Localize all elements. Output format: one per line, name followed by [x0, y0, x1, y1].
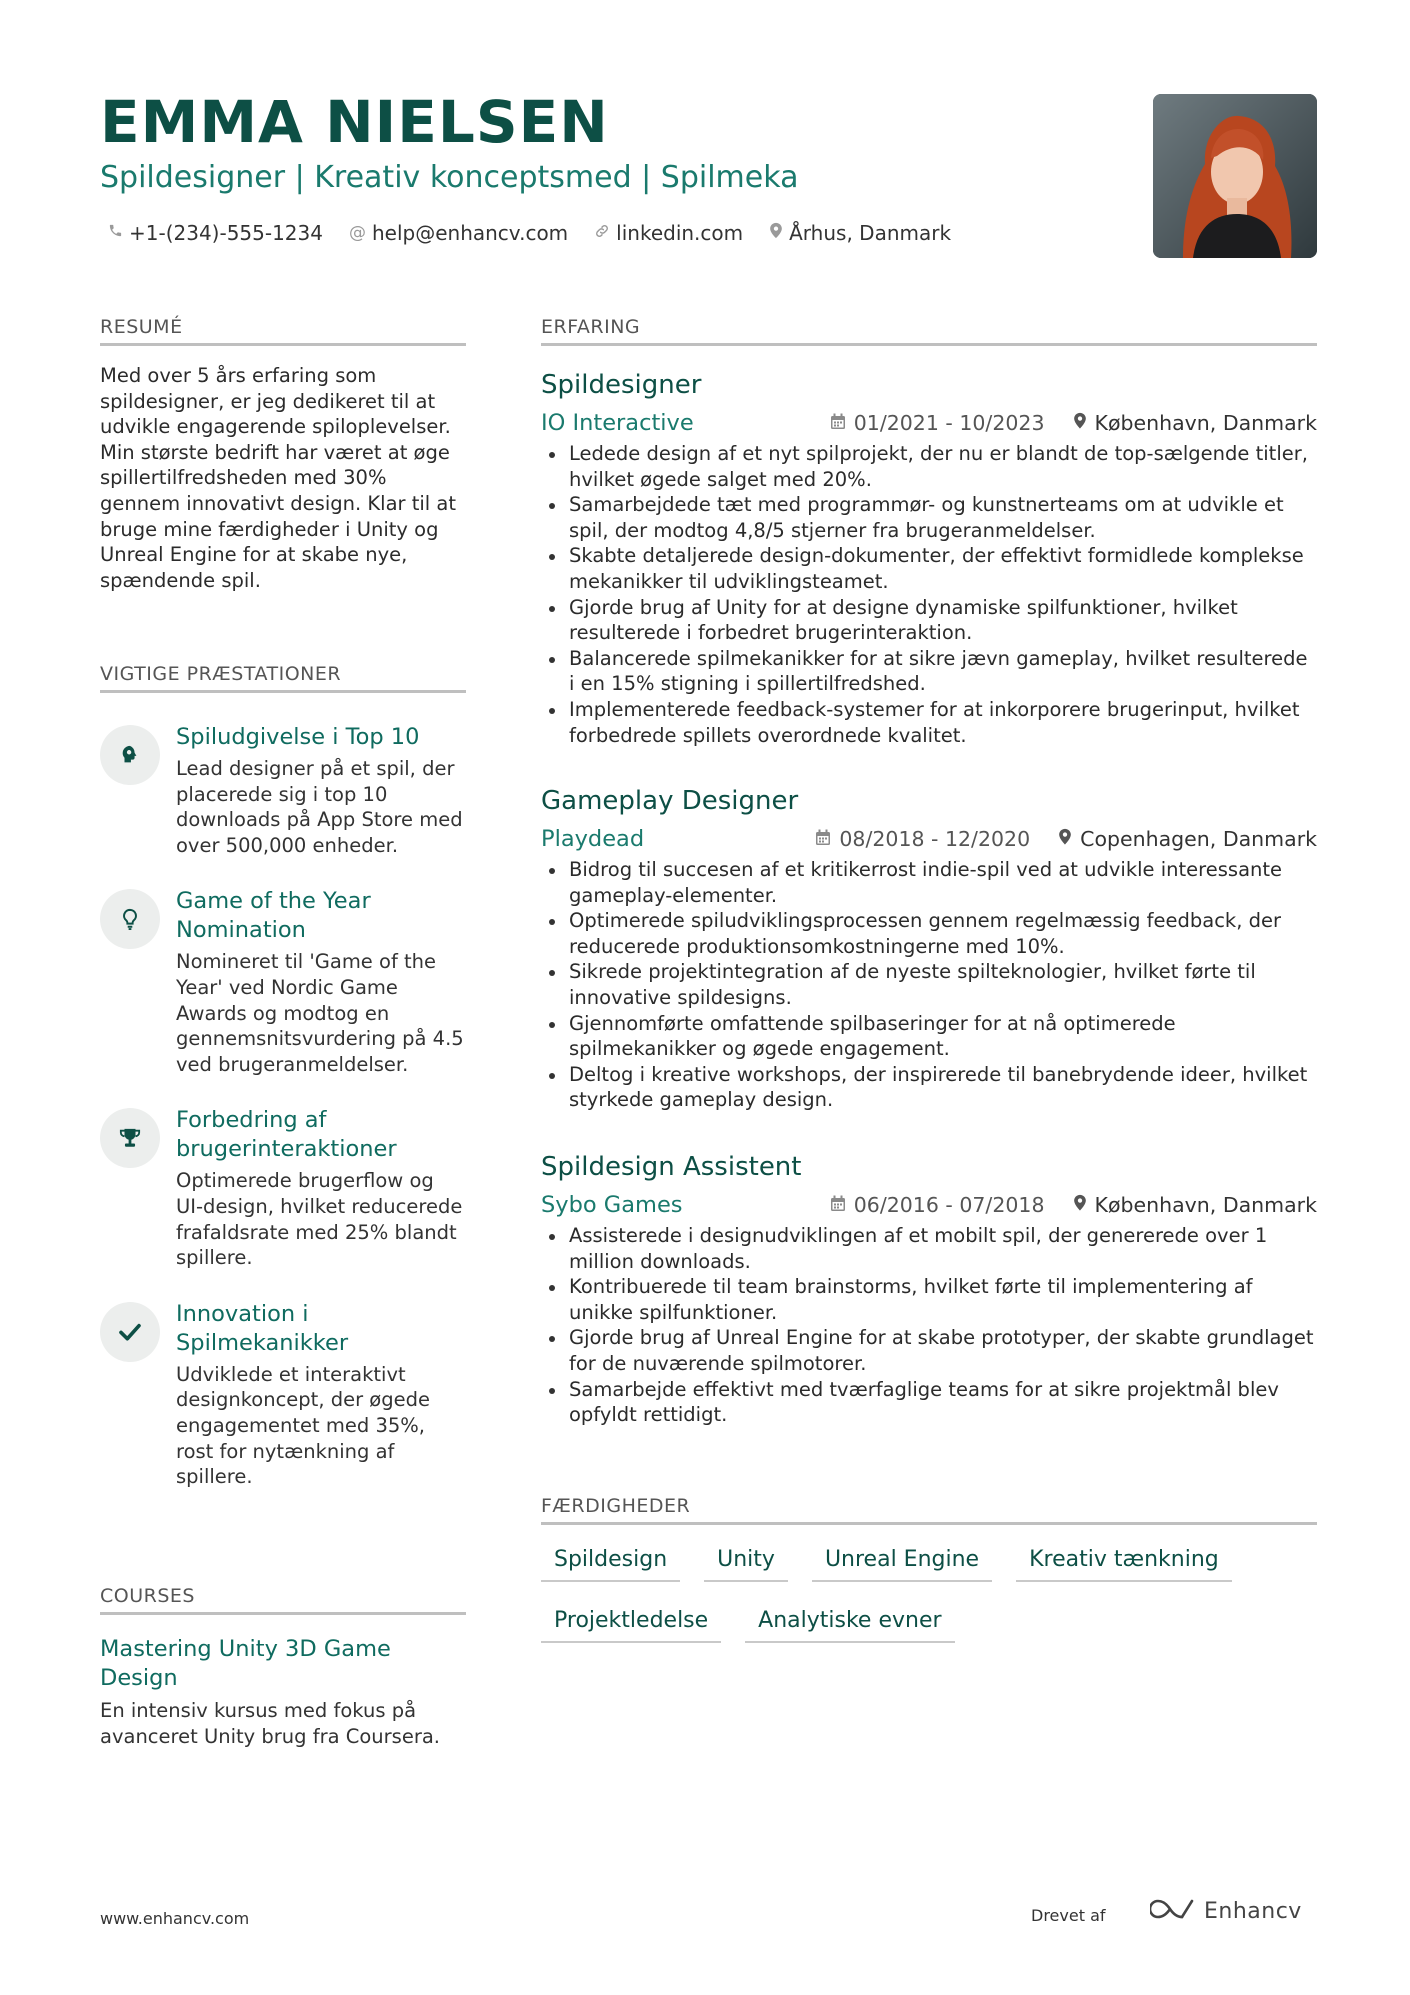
- job-bullet: Gjorde brug af Unreal Engine for at skabe prototyper, der skabte grundlaget for de nuværende spilmotorer.: [541, 1325, 1317, 1376]
- summary-text: Med over 5 års erfaring som spildesigner, er jeg dedikeret til at udvikle engagerende spiloplevelser. Min største bedrift har været at øge spillertilfredsheden med 30% gennem innovativt design. Klar til at bruge mine færdigheder i Unity og Unreal Engine for at skabe nye, spændende spil.: [100, 364, 457, 592]
- job-bullet: Gjorde brug af Unity for at designe dynamiske spilfunktioner, hvilket resulterede i forbedret brugerinteraktion.: [541, 595, 1317, 646]
- job-dates-text: 01/2021 - 10/2023: [853, 411, 1045, 435]
- location-pin-icon: [1073, 1193, 1087, 1217]
- job-title: Spildesign Assistent: [541, 1152, 802, 1182]
- achievement-desc: Nomineret til 'Game of the Year' ved Nordic Game Awards og modtog en gennemsnitsvurdering på 4.5 ved brugeranmeldelser.: [176, 950, 464, 1076]
- achievement-item: [100, 1300, 466, 1490]
- footer-website[interactable]: www.enhancv.com: [100, 1909, 250, 1928]
- email-text: help@enhancv.com: [371, 221, 569, 245]
- skill-tag: Projektledelse: [541, 1608, 721, 1643]
- achievement-title: Spiludgivelse i Top 10: [176, 724, 420, 750]
- job-meta: [541, 409, 1317, 437]
- footer-powered-by: Drevet af: [1031, 1906, 1106, 1925]
- link-icon: [594, 223, 610, 244]
- job-location-text: København, Danmark: [1094, 411, 1317, 435]
- job-entry: [541, 370, 1317, 748]
- job-entry: [541, 1152, 1317, 1428]
- footer-brand-logo[interactable]: [1150, 1897, 1302, 1925]
- job-bullet: Bidrog til succesen af et kritikerrost indie-spil ved at udvikle interessante gameplay-elementer.: [541, 857, 1317, 908]
- achievement-item: [100, 887, 466, 1077]
- job-bullet: Ledede design af et nyt spilprojekt, der nu er blandt de top-sælgende titler, hvilket øgede salget med 20%.: [541, 441, 1317, 492]
- skills-heading: FÆRDIGHEDER: [541, 1495, 1317, 1525]
- experience-heading: ERFARING: [541, 316, 1317, 346]
- footer-brand-name: Enhancv: [1204, 1898, 1302, 1924]
- skill-tag: Spildesign: [541, 1547, 680, 1582]
- location-text: Århus, Danmark: [789, 221, 952, 245]
- achievement-title: Innovation i Spilmekanikker: [176, 1300, 349, 1356]
- candidate-name: EMMA NIELSEN: [100, 88, 609, 156]
- skills-section: [541, 1495, 1317, 1669]
- summary-section: [100, 316, 466, 593]
- achievement-title: Forbedring af brugerinteraktioner: [176, 1107, 397, 1163]
- job-location: [1073, 411, 1318, 435]
- job-bullet: Deltog i kreative workshops, der inspirerede til banebrydende ideer, hvilket styrkede gameplay design.: [541, 1062, 1317, 1113]
- job-title: Gameplay Designer: [541, 786, 799, 816]
- job-bullet: Samarbejdede tæt med programmør- og kunstnerteams om at udvikle et spil, der modtog 4,8/5 stjerner fra brugeranmeldelser.: [541, 492, 1317, 543]
- job-location: [1073, 1193, 1318, 1217]
- achievement-desc: Optimerede brugerflow og UI-design, hvilket reducerede frafaldsrate med 25% blandt spillere.: [176, 1169, 463, 1270]
- contact-location: [769, 221, 951, 245]
- job-bullet: Balancerede spilmekanikker for at sikre jævn gameplay, hvilket resulterede i en 15% stigning i spillertilfredshed.: [541, 646, 1317, 697]
- at-sign-icon: @: [348, 223, 366, 243]
- skill-tag: Unity: [704, 1547, 788, 1582]
- job-meta: [541, 1191, 1317, 1219]
- job-location: [1058, 827, 1317, 851]
- phone-text: +1-(234)-555-1234: [129, 221, 323, 245]
- experience-section: [541, 316, 1317, 346]
- achievement-item: [100, 1106, 466, 1270]
- job-title: Spildesigner: [541, 370, 702, 400]
- achievement-title: Game of the Year Nomination: [176, 888, 371, 944]
- job-company: Playdead: [541, 826, 645, 852]
- skills-list: [541, 1547, 1317, 1669]
- job-bullet: Samarbejde effektivt med tværfaglige teams for at sikre projektmål blev opfyldt rettidigt.: [541, 1377, 1317, 1428]
- calendar-icon: [830, 411, 846, 435]
- candidate-headline: Spildesigner | Kreativ konceptsmed | Spilmeka: [100, 160, 799, 195]
- job-company: IO Interactive: [541, 410, 694, 436]
- contact-linkedin[interactable]: [594, 221, 743, 245]
- job-dates: [830, 411, 1045, 435]
- lightbulb-icon: [100, 889, 160, 949]
- achievement-desc: Lead designer på et spil, der placerede sig i top 10 downloads på App Store med over 500,000 enheder.: [176, 757, 463, 857]
- course-desc: En intensiv kursus med fokus på avanceret Unity brug fra Coursera.: [100, 1699, 440, 1748]
- job-dates-text: 06/2016 - 07/2018: [853, 1193, 1045, 1217]
- contact-email[interactable]: [349, 221, 568, 245]
- courses-section: [100, 1585, 466, 1749]
- trophy-icon: [100, 1108, 160, 1168]
- linkedin-text: linkedin.com: [616, 221, 744, 245]
- job-bullet: Sikrede projektintegration af de nyeste spilteknologier, hvilket førte til innovative spildesigns.: [541, 959, 1317, 1010]
- contact-bar: [108, 221, 951, 245]
- job-dates-text: 08/2018 - 12/2020: [839, 827, 1031, 851]
- skill-tag: Kreativ tænkning: [1016, 1547, 1232, 1582]
- job-bullet: Skabte detaljerede design-dokumenter, der effektivt formidlede komplekse mekanikker til udviklingsteamet.: [541, 543, 1317, 594]
- achievements-heading: VIGTIGE PRÆSTATIONER: [100, 663, 466, 693]
- job-dates: [830, 1193, 1045, 1217]
- job-bullets: [541, 441, 1317, 748]
- achievement-desc: Udviklede et interaktivt designkoncept, der øgede engagementet med 35%, rost for nytænkning af spillere.: [176, 1362, 430, 1489]
- courses-heading: COURSES: [100, 1585, 466, 1615]
- summary-heading: RESUMÉ: [100, 316, 466, 346]
- skill-tag: Analytiske evner: [745, 1608, 954, 1643]
- job-bullets: [541, 1223, 1317, 1428]
- location-pin-icon: [769, 222, 783, 244]
- location-pin-icon: [1058, 827, 1072, 851]
- contact-phone[interactable]: [108, 221, 323, 245]
- job-entry: [541, 786, 1317, 1113]
- skill-tag: Unreal Engine: [812, 1547, 992, 1582]
- calendar-icon: [815, 827, 831, 851]
- job-bullet: Implementerede feedback-systemer for at inkorporere brugerinput, hvilket forbedrede spillets overordnede kvalitet.: [541, 697, 1317, 748]
- location-pin-icon: [1073, 411, 1087, 435]
- job-company: Sybo Games: [541, 1192, 683, 1218]
- calendar-icon: [830, 1193, 846, 1217]
- job-bullet: Kontribuerede til team brainstorms, hvilket førte til implementering af unikke spilfunktioner.: [541, 1274, 1317, 1325]
- job-dates: [815, 827, 1030, 851]
- enhancv-logo-icon: [1150, 1897, 1196, 1925]
- job-bullet: Assisterede i designudviklingen af et mobilt spil, der genererede over 1 million downloads.: [541, 1223, 1317, 1274]
- job-bullet: Gjennomførte omfattende spilbaseringer for at nå optimerede spilmekanikker og øgede engagement.: [541, 1011, 1317, 1062]
- job-bullets: [541, 857, 1317, 1113]
- brain-icon: [100, 725, 160, 785]
- phone-icon: [108, 223, 123, 243]
- job-bullet: Optimerede spiludviklingsprocessen gennem regelmæssig feedback, der reducerede produktionsomkostningerne med 10%.: [541, 908, 1317, 959]
- achievements-section: [100, 663, 466, 1490]
- achievement-item: [100, 723, 466, 858]
- checkmark-icon: [100, 1302, 160, 1362]
- job-location-text: Copenhagen, Danmark: [1080, 827, 1317, 851]
- course-title: Mastering Unity 3D Game Design: [100, 1636, 391, 1691]
- profile-photo: [1153, 94, 1317, 258]
- job-location-text: København, Danmark: [1094, 1193, 1317, 1217]
- job-meta: [541, 825, 1317, 853]
